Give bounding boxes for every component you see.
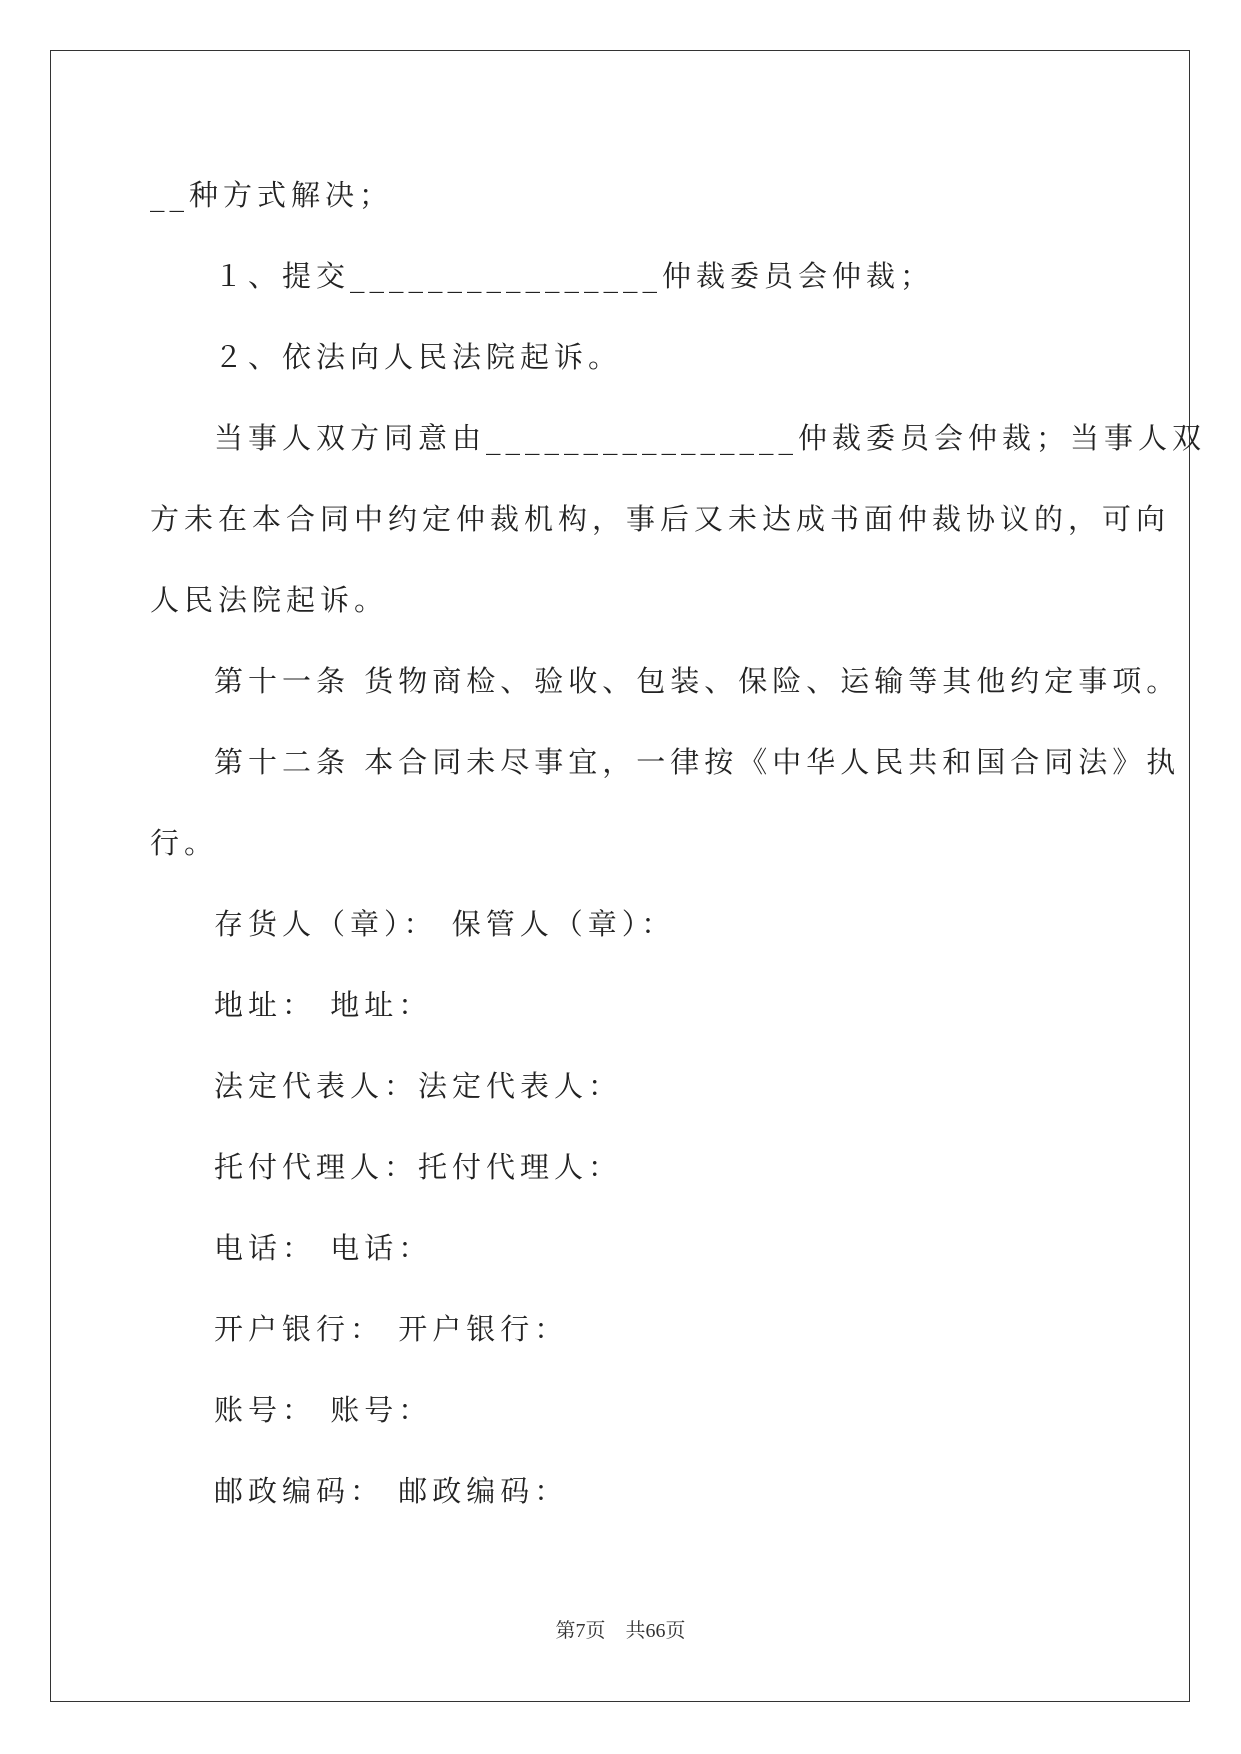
page-frame [50,50,1190,1702]
paragraph-line: 方未在本合同中约定仲裁机构，事后又未达成书面仲裁协议的，可向 [150,502,1171,536]
paragraph-line: 第十一条 货物商检、验收、包装、保险、运输等其他约定事项。 [214,664,1181,698]
page-number: 第7页 共66页 [555,1620,686,1642]
paragraph-line: １、提交________________仲裁委员会仲裁； [214,259,935,293]
paragraph-line: 第十二条 本合同未尽事宜，一律按《中华人民共和国合同法》执 [214,745,1181,779]
signature-line: 托付代理人：托付代理人： [214,1150,623,1184]
paragraph-line: __种方式解决； [150,178,394,212]
paragraph-line: 行。 [150,826,219,860]
paragraph-line: ２、依法向人民法院起诉。 [214,340,623,374]
paragraph-line: 人民法院起诉。 [150,583,389,617]
signature-line: 法定代表人：法定代表人： [214,1069,623,1103]
signature-line: 开户银行： 开户银行： [214,1312,569,1346]
signature-line: 电话： 电话： [214,1231,433,1265]
signature-line: 存货人（章）： 保管人（章）： [214,907,676,941]
paragraph-line: 当事人双方同意由________________仲裁委员会仲裁；当事人双 [214,421,1207,455]
signature-line: 账号： 账号： [214,1393,433,1427]
signature-line: 地址： 地址： [214,988,433,1022]
signature-line: 邮政编码： 邮政编码： [214,1474,569,1508]
